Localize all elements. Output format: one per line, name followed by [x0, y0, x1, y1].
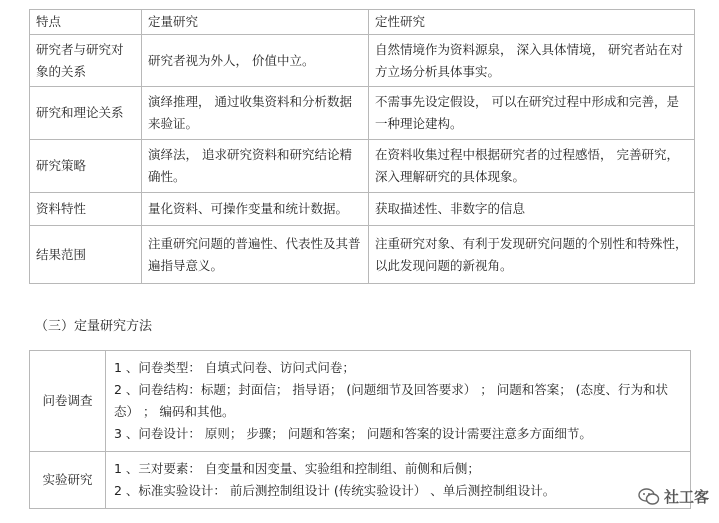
method-name: 问卷调查 — [30, 351, 106, 452]
row-quantitative: 演绎推理， 通过收集资料和分析数据来验证。 — [142, 87, 369, 140]
watermark-text: 社工客 — [663, 488, 709, 506]
row-qualitative: 注重研究对象、有利于发现研究问题的个别性和特殊性， 以此发现问题的新视角。 — [369, 226, 695, 284]
table-row — [30, 193, 695, 226]
table-header-row — [30, 10, 695, 35]
row-qualitative: 在资料收集过程中根据研究者的过程感悟， 完善研究， 深入理解研究的具体现象。 — [369, 140, 695, 193]
table-row — [30, 35, 695, 87]
list-item: 1 、三对要素： 自变量和因变量、实验组和控制组、前侧和后侧； — [114, 461, 480, 476]
row-quantitative: 量化资料、可操作变量和统计数据。 — [142, 193, 369, 226]
table-row — [30, 87, 695, 140]
header-qualitative: 定性研究 — [369, 10, 695, 35]
list-item: 1 、问卷类型： 自填式问卷、访问式问卷； — [114, 360, 355, 375]
row-feature: 研究策略 — [30, 140, 142, 193]
method-name: 实验研究 — [30, 452, 106, 509]
method-details — [106, 351, 691, 452]
row-quantitative: 演绎法， 追求研究资料和研究结论精确性。 — [142, 140, 369, 193]
list-item: 3 、问卷设计： 原则； 步骤； 问题和答案； 问题和答案的设计需要注意多方面细节。 — [114, 426, 592, 441]
watermark — [638, 486, 709, 507]
table-row — [30, 351, 691, 452]
wechat-icon — [638, 488, 660, 506]
list-item: 2 、问卷结构：标题；封面信； 指导语； (问题细节及回答要求） ； 问题和答案； (态度、行为和状态） ； 编码和其他。 — [114, 382, 669, 419]
row-feature: 研究者与研究对象的关系 — [30, 35, 142, 87]
row-qualitative: 获取描述性、非数字的信息 — [369, 193, 695, 226]
table-row — [30, 140, 695, 193]
row-quantitative: 研究者视为外人， 价值中立。 — [142, 35, 369, 87]
row-qualitative: 自然情境作为资料源泉， 深入具体情境， 研究者站在对方立场分析具体事实。 — [369, 35, 695, 87]
row-qualitative: 不需事先设定假设， 可以在研究过程中形成和完善，是一种理论建构。 — [369, 87, 695, 140]
comparison-table — [29, 9, 695, 284]
method-details — [106, 452, 691, 509]
table-row — [30, 226, 695, 284]
row-quantitative: 注重研究问题的普遍性、代表性及其普遍指导意义。 — [142, 226, 369, 284]
header-feature: 特点 — [30, 10, 142, 35]
row-feature: 结果范围 — [30, 226, 142, 284]
section-title: （三）定量研究方法 — [35, 319, 153, 334]
row-feature: 资料特性 — [30, 193, 142, 226]
list-item: 2 、标准实验设计： 前后测控制组设计 (传统实验设计） 、单后测控制组设计。 — [114, 483, 556, 498]
header-quantitative: 定量研究 — [142, 10, 369, 35]
methods-table — [29, 350, 691, 509]
row-feature: 研究和理论关系 — [30, 87, 142, 140]
table-row — [30, 452, 691, 509]
